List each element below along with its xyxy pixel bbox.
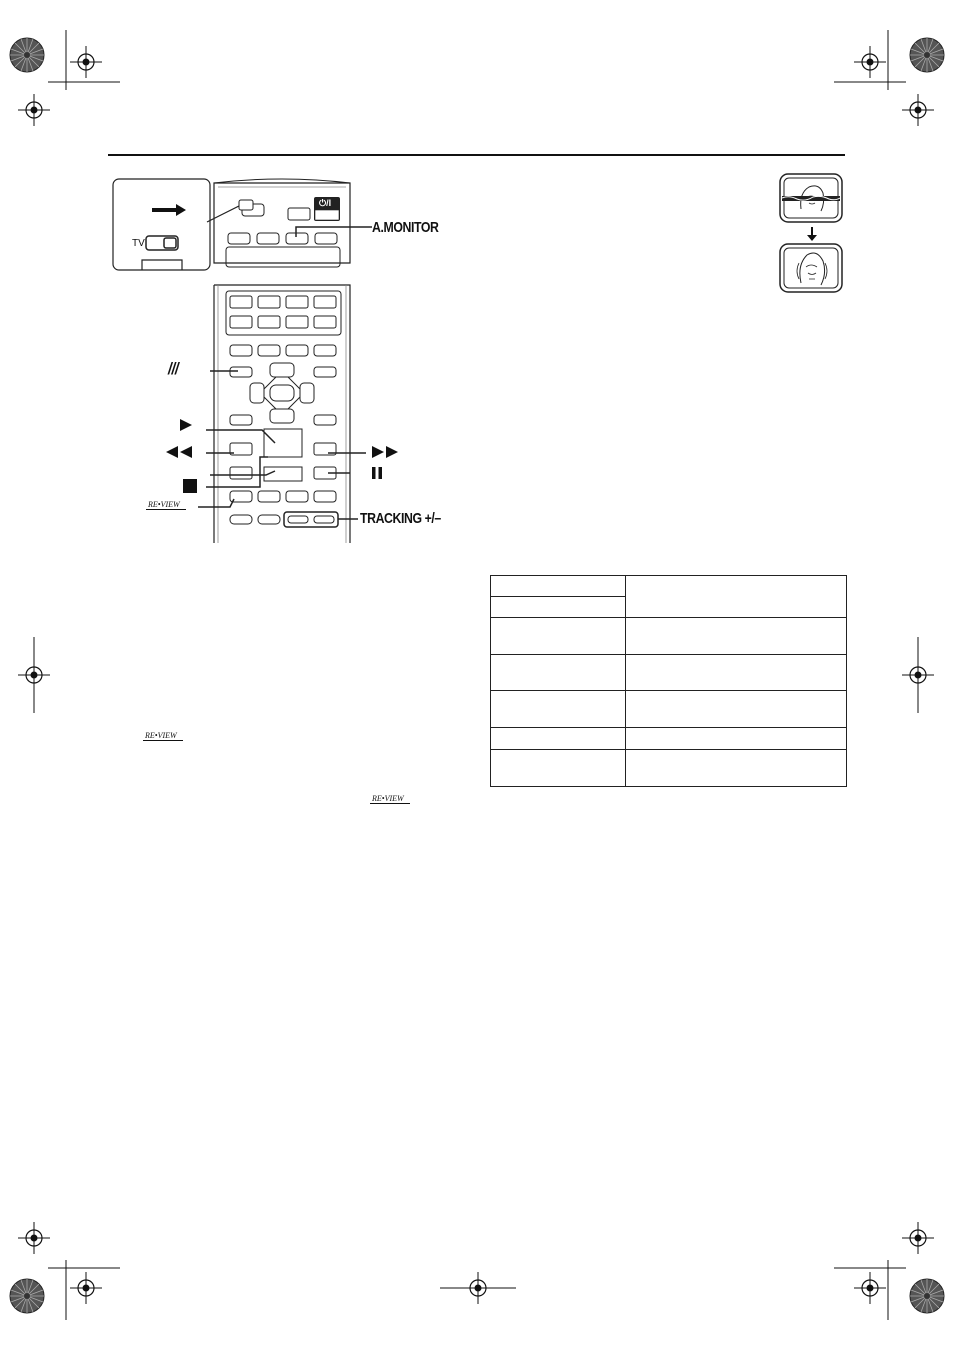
table-cell bbox=[626, 576, 847, 618]
review-logo-remote: RE•VIEW bbox=[146, 500, 186, 510]
arrow-down-icon bbox=[805, 226, 819, 242]
pause-icon bbox=[370, 466, 384, 480]
review-logo-inline-2: RE•VIEW bbox=[370, 794, 410, 804]
table-cell bbox=[626, 750, 847, 787]
table-cell bbox=[491, 728, 626, 750]
tv-screen-clear bbox=[779, 243, 843, 293]
stop-icon bbox=[182, 478, 198, 494]
tv-switch-label: TV bbox=[132, 238, 145, 249]
tv-screen-noise bbox=[779, 173, 843, 223]
rewind-icon bbox=[164, 445, 194, 459]
table-cell bbox=[626, 691, 847, 728]
tv-switch-inset bbox=[112, 178, 212, 272]
skip-label: /// bbox=[168, 359, 179, 378]
table-cell bbox=[626, 618, 847, 655]
table-cell bbox=[491, 576, 626, 597]
table-cell bbox=[491, 691, 626, 728]
tracking-table bbox=[490, 575, 847, 787]
table-cell bbox=[626, 655, 847, 691]
a-monitor-label: A.MONITOR bbox=[372, 219, 439, 236]
fast-forward-icon bbox=[370, 445, 400, 459]
header-rule bbox=[108, 154, 845, 156]
review-logo-inline-1: RE•VIEW bbox=[143, 731, 183, 741]
table-cell bbox=[491, 750, 626, 787]
power-standby-icon: ⏻/I bbox=[319, 198, 332, 208]
play-icon bbox=[178, 418, 194, 432]
table-cell bbox=[491, 618, 626, 655]
table-cell bbox=[491, 655, 626, 691]
table-cell bbox=[491, 597, 626, 618]
inset-connector bbox=[205, 196, 255, 226]
table-cell bbox=[626, 728, 847, 750]
tracking-label: TRACKING +/– bbox=[360, 510, 441, 527]
